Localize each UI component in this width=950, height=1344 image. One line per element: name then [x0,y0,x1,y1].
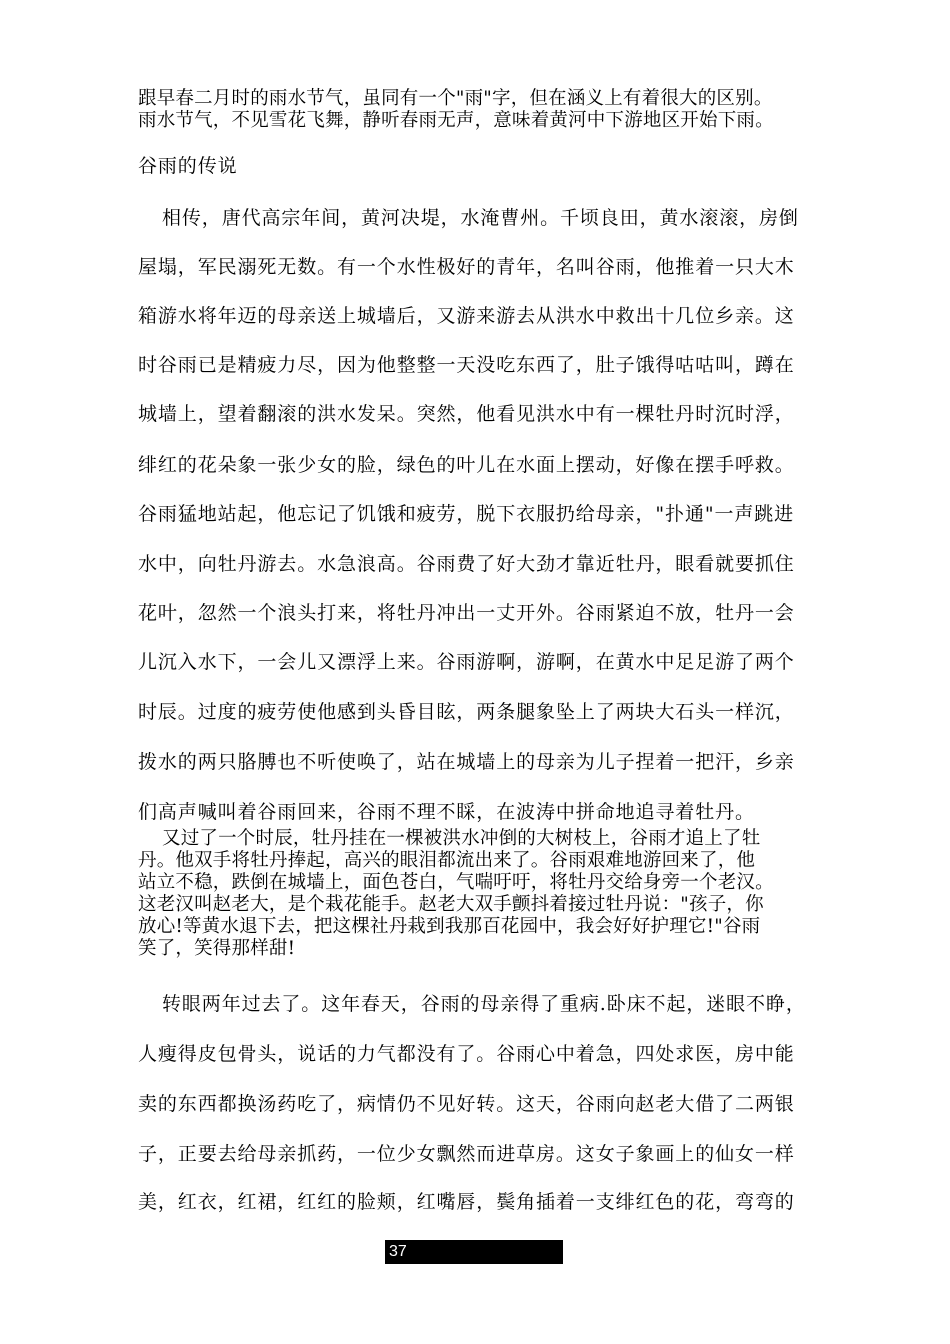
dense-line: 笑了，笑得那样甜! [138,938,296,959]
dense-line: 又过了一个时辰，牡丹挂在一棵被洪水冲倒的大树枝上，谷雨才追上了牡 [162,828,761,849]
story-line: 谷雨猛地站起，他忘记了饥饿和疲劳，脱下衣服扔给母亲，"扑通"一声跳进 [138,503,795,525]
story-line: 转眼两年过去了。这年春天，谷雨的母亲得了重病.卧床不起，迷眼不睁， [162,993,806,1015]
story-line: 时辰。过度的疲劳使他感到头昏目眩，两条腿象坠上了两块大石头一样沉， [138,701,795,723]
story-line: 子，正要去给母亲抓药，一位少女飘然而进草房。这女子象画上的仙女一样 [138,1143,795,1165]
dense-line: 这老汉叫赵老大，是个栽花能手。赵老大双手颤抖着接过牡丹说："孩子，你 [138,894,764,915]
dense-line: 丹。他双手将牡丹捧起，高兴的眼泪都流出来了。谷雨艰难地游回来了，他 [138,850,756,871]
story-line: 时谷雨已是精疲力尽，因为他整整一天没吃东西了，肚子饿得咕咕叫，蹲在 [138,354,795,376]
dense-line: 站立不稳，跌倒在城墙上，面色苍白，气喘吁吁，将牡丹交给身旁一个老汉。 [138,872,774,893]
story-line: 人瘦得皮包骨头，说话的力气都没有了。谷雨心中着急，四处求医，房中能 [138,1043,795,1065]
dense-paragraph [138,828,818,960]
intro-paragraph [138,88,818,132]
page-number: 37 [389,1243,407,1260]
dense-line: 放心!等黄水退下去，把这棵社丹栽到我那百花园中，我会好好护理它!"谷雨 [138,916,761,937]
story-line: 水中，向牡丹游去。水急浪高。谷雨费了好大劲才靠近牡丹，眼看就要抓住 [138,553,795,575]
story-line: 花叶，忽然一个浪头打来，将牡丹冲出一丈开外。谷雨紧迫不放，牡丹一会 [138,602,795,624]
story-line: 相传，唐代高宗年间，黄河决堤，水淹曹州。千顷良田，黄水滚滚，房倒 [162,207,799,229]
story-line: 城墙上，望着翻滚的洪水发呆。突然，他看见洪水中有一棵牡丹时沉时浮， [138,403,795,425]
intro-line: 跟早春二月时的雨水节气，虽同有一个"雨"字，但在涵义上有着很大的区别。 [138,88,773,109]
intro-line: 雨水节气，不见雪花飞舞，静听春雨无声，意味着黄河中下游地区开始下雨。 [138,110,774,131]
story-line: 绯红的花朵象一张少女的脸，绿色的叶儿在水面上摆动，好像在摆手呼救。 [138,454,795,476]
story-line: 美，红衣，红裙，红红的脸颊，红嘴唇，鬓角插着一支绯红色的花，弯弯的 [138,1191,795,1213]
story-line: 屋塌，军民溺死无数。有一个水性极好的青年，名叫谷雨，他推着一只大木 [138,256,795,278]
story-line: 卖的东西都换汤药吃了，病情仍不见好转。这天，谷雨向赵老大借了二两银 [138,1093,795,1115]
page-number-box [385,1240,563,1264]
story-line: 箱游水将年迈的母亲送上城墙后，又游来游去从洪水中救出十几位乡亲。这 [138,305,795,327]
story-line: 儿沉入水下，一会儿又漂浮上来。谷雨游啊，游啊，在黄水中足足游了两个 [138,651,795,673]
section-heading: 谷雨的传说 [138,155,238,177]
story-line: 们高声喊叫着谷雨回来，谷雨不理不睬，在波涛中拼命地追寻着牡丹。 [138,801,755,823]
story-line: 拨水的两只胳膊也不听使唤了，站在城墙上的母亲为儿子捏着一把汗，乡亲 [138,751,795,773]
